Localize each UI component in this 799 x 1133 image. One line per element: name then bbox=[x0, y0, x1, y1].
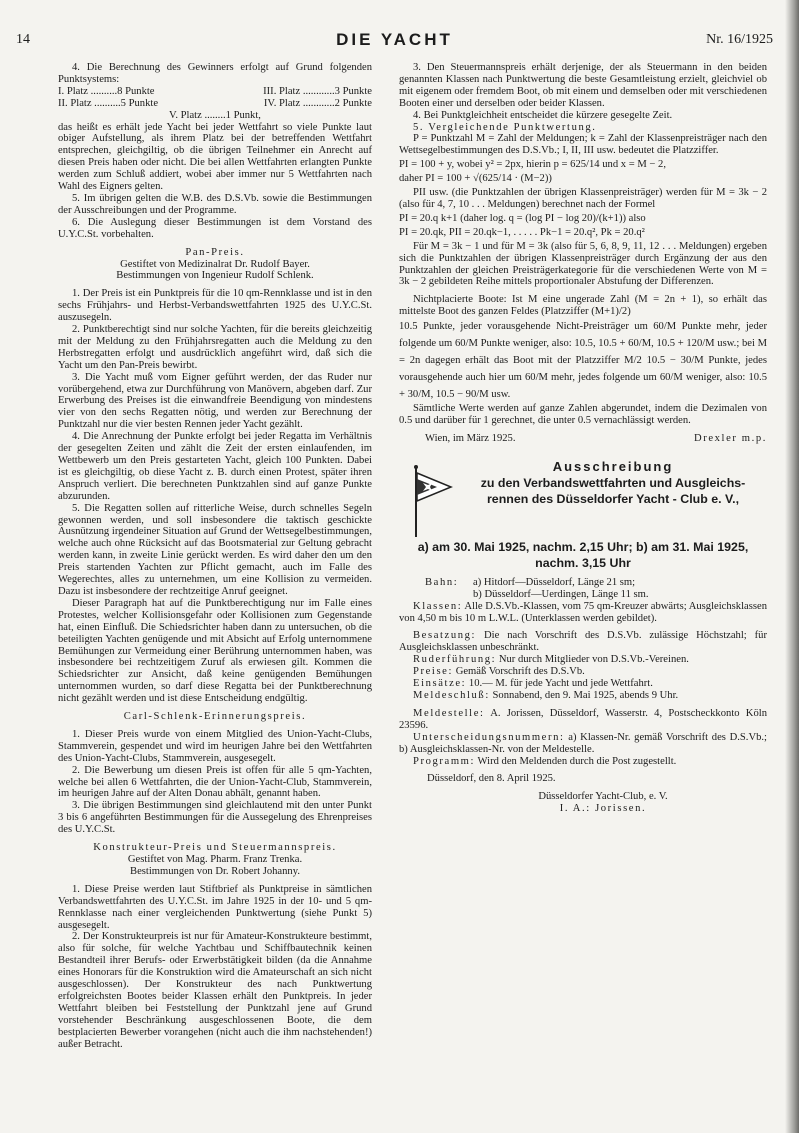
left-column bbox=[58, 62, 372, 1051]
paragraph: 10.5 Punkte, jeder vorausgehende Nicht-Preisträger um 60/M Punkte mehr, jeder folgende um 60/M Punkte weniger, also: 10.5, 10.5 + 60/M, 10.5 + 120/M usw.; bei M = 2n dagegen erhält das Boot mit der Platzziffer M/2 10.5 − 30/M Punkte, jedes vorausgehende auch hier um 60/M mehr, jedes folgende um 60/M weniger, also: 10.5 + 30/M, 10.5 − 90/M usw. bbox=[399, 321, 767, 401]
points-row bbox=[58, 98, 372, 110]
paragraph: 6. Die Auslegung dieser Bestimmungen ist dem Vorstand des U.Y.C.St. vorbehalten. bbox=[58, 216, 372, 240]
announcement-dates bbox=[399, 539, 767, 571]
field-key: Programm: bbox=[413, 755, 476, 767]
page-header bbox=[16, 32, 773, 52]
paragraph: 3. Die Yacht muß vom Eigner geführt werden, der das Ruder nur vorübergehend, etwa zur Durchführung von Manövern, abgeben darf. Zur Erwerbung des Preises ist die einwandfreie Beendigung von mindestens vier von den sechs Regatten nötig, und werden zur Berechnung der Punktzahl nur die vier besten Rennen jeder Yacht gezählt. bbox=[58, 371, 372, 431]
formula: PI = 20.q k+1 (daher log. q = (log PI − log 20)/(k+1)) also bbox=[399, 212, 646, 224]
field-row bbox=[399, 601, 767, 625]
paragraph: 1. Dieser Preis wurde von einem Mitglied des Union-Yacht-Clubs, Stammverein, gespendet und wird im heurigen Jahre bei den Wettfahrten des Union-Yacht-Clubs, Stammverein, ausgesegelt. bbox=[58, 728, 372, 764]
paragraph: 3. Die übrigen Bestimmungen sind gleichlautend mit den unter Punkt 3 bis 6 angeführten Bestimmungen für die Aussegelung des Ehrenpreises des U.Y.C.St. bbox=[58, 800, 372, 836]
points-entry: I. Platz ..........8 Punkte bbox=[58, 85, 155, 97]
field-key: Klassen: bbox=[413, 600, 463, 612]
field-value: Die nach Vorschrift des D.S.Vb. zulässige Höchstzahl; für Ausgleichsklassen unbeschränkt. bbox=[399, 630, 767, 654]
field-row bbox=[399, 654, 767, 666]
signature: Drexler m.p. bbox=[693, 432, 767, 444]
paragraph: Sämtliche Werte werden auf ganze Zahlen abgerundet, indem die Dezimalen von 0.5 und darüber für 1 gerechnet, die unter 0.5 vernachlässigt werden. bbox=[399, 403, 767, 427]
club-pennant-icon bbox=[413, 465, 453, 539]
paragraph: Nichtplacierte Boote: Ist M eine ungerade Zahl (M = 2n + 1), so erhält das mittelste Boot des ganzen Feldes (Platzziffer (M+1)/2) bbox=[399, 294, 767, 318]
club-signature: Düsseldorfer Yacht-Club, e. V. bbox=[538, 791, 668, 803]
paragraph: Dieser Paragraph hat auf die Punktberechtigung nur im Falle eines Protestes, welcher Kollisionsgefahr oder Kollisionen zum Gegenstande hat, einen Einfluß. Die Schiedsrichter haben dann zu untersuchen, ob die beteiligten Yachten genügende und mit Absicht auf Erfolg unternommene Bemühungen zur Vermeidung einer Berührung unternommen haben, was insbesondere bei rechtzeitigem Zuruf als erwiesen gilt. Kommen die Schiedsrichter zur Ansicht, daß keine genügenden Bemühungen unternommen wurden, so darf diese Regatta bei der Punktberechnung nicht gezählt werden und ist diese Entscheidung endgültig. bbox=[58, 597, 372, 705]
announcement-title-block bbox=[459, 459, 767, 507]
announcement-heading: Ausschreibung bbox=[552, 458, 674, 474]
field-value: Wird den Meldenden durch die Post zugestellt. bbox=[477, 755, 677, 767]
field-row bbox=[399, 708, 767, 732]
paragraph: 3. Den Steuermannspreis erhält derjenige, der als Steuermann in den beiden genannten Klassen nach Punktwertung die beste Gesamtleistung erzielt, gleichviel ob mit eigenem oder fremdem Boot, ob mit einem und demselben oder mit verschiedenen Booten einer und derselben oder beider Klassen. bbox=[399, 62, 767, 109]
points-entry: IV. Platz ............2 Punkte bbox=[263, 97, 372, 109]
field-key: Bahn: bbox=[425, 576, 459, 588]
paragraph: 2. Punktberechtigt sind nur solche Yachten, für die bereits gleichzeitig mit der Meldung zu den Frühjahrsregatten auch die Meldung zu den Herbstregatten erfolgt und ausdrücklich angeführt wird, daß sich die Yacht um den Pan-Preis bewirbt. bbox=[58, 324, 372, 371]
section-subtitle: Bestimmungen von Dr. Robert Johanny. bbox=[130, 865, 300, 877]
issue-number: Nr. 16/1925 bbox=[706, 32, 773, 47]
field-value: A. Jorissen, Düsseldorf, Wasserstr. 4, Postscheckkonto Köln 23596. bbox=[399, 707, 767, 731]
field-row bbox=[399, 732, 767, 756]
field-key: Meldeschluß: bbox=[413, 690, 490, 701]
field-row bbox=[399, 690, 767, 702]
race-course bbox=[399, 577, 767, 601]
paragraph: 1. Der Preis ist ein Punktpreis für die 10 qm-Rennklasse und ist in den sechs Frühjahrs- und Herbst-Verbandswettfahrten 1925 des U.Y.C.St. auszusegeln. bbox=[58, 288, 372, 324]
field-value: b) Düsseldorf—Uerdingen, Länge 11 sm. bbox=[473, 588, 649, 600]
formula: daher PI = 100 + √(625/14 · (M−2)) bbox=[399, 173, 552, 185]
field-key: Ruderführung: bbox=[413, 654, 497, 666]
formula: PI = 100 + y, wobei y² = 2px, hierin p = 625/14 und x = M − 2, bbox=[399, 159, 666, 171]
paragraph: 2. Der Konstrukteurpreis ist nur für Amateur-Konstrukteure bestimmt, also für solche, für welche Yachtbau und Schiffbautechnik keinen Bestandteil ihrer Berufs- oder Erwerbstätigkeit bilden (da die Annahme eines Honorars für die Konstruktion wird die Amateurschaft an sich nicht ausgeschlossen). Der Konstrukteur des nach Punktwertung erfolgreichsten Bootes beider Klassen erhält den Punktpreis. In jeder Wettfahrt bleiben bei Feststellung der Punktzahl jene auf Grund vorstehender Beschränkung ausgeschlossenen Boote, die dem bestplacierten Bewerber vorangehen (nicht auch die ihm nachstehenden!) außer Betracht. bbox=[58, 931, 372, 1050]
field-key: Besatzung: bbox=[413, 630, 477, 642]
section-title: Pan-Preis. bbox=[185, 246, 245, 258]
field-row bbox=[399, 678, 767, 690]
section-title: Carl-Schlenk-Erinnerungspreis. bbox=[123, 711, 307, 723]
section-subtitle: Gestiftet von Medizinalrat Dr. Rudolf Bayer. bbox=[120, 258, 310, 270]
paragraph: 1. Diese Preise werden laut Stiftbrief als Punktpreise in sämtlichen Verbandswettfahrten des U.Y.C.St. im Jahre 1925 in der 10- und 5 qm-Rennklasse nach einer vergleichenden Punktwertung (siehe Punkt 5) ausgesegelt. bbox=[58, 883, 372, 931]
field-key: Unterscheidungsnummern: bbox=[413, 731, 565, 743]
paragraph: PII usw. (die Punktzahlen der übrigen Klassenpreisträger) werden für M = 3k − 2 (also für 4, 7, 10 . . . Meldungen) berechnet nach der Formel bbox=[399, 187, 767, 210]
paragraph: 4. Bei Punktgleichheit entscheidet die kürzere gesegelte Zeit. bbox=[413, 109, 673, 121]
points-entry: II. Platz ..........5 Punkte bbox=[58, 97, 159, 109]
paragraph: 5. Im übrigen gelten die W.B. des D.S.Vb. sowie die Bestimmungen der Ausschreibungen und der Programme. bbox=[58, 192, 372, 216]
closing-date: Düsseldorf, den 8. April 1925. bbox=[427, 773, 556, 785]
announcement-header bbox=[399, 459, 767, 537]
paragraph: 5. Vergleichende Punktwertung. bbox=[413, 121, 597, 133]
section-title: Konstrukteur-Preis und Steuermannspreis. bbox=[93, 842, 337, 854]
field-value: Nur durch Mitglieder von D.S.Vb.-Vereinen. bbox=[498, 654, 689, 666]
field-value: Sonnabend, den 9. Mai 1925, abends 9 Uhr. bbox=[492, 690, 679, 701]
field-key: Einsätze: bbox=[413, 678, 467, 690]
paragraph: 4. Die Berechnung des Gewinners erfolgt auf Grund folgenden Punktsystems: bbox=[58, 62, 372, 85]
paragraph: das heißt es erhält jede Yacht bei jeder Wettfahrt so viele Punkte laut obiger Aufstellung, als ihrem Platz bei der betreffenden Wettfahrt entsprechen, gleichgiltig, ob die übrigen Teilnehmer ein Anrecht auf diesen Preis haben oder nicht. Die bei allen Wettfahrten erlangten Punkte werden zum Schluß addiert, wobei aber immer nur 5 Wettfahrten nach Wahl des Eigners gelten. bbox=[58, 121, 372, 193]
field-value: Gemäß Vorschrift des D.S.Vb. bbox=[455, 666, 585, 678]
points-row bbox=[58, 86, 372, 98]
paragraph: 4. Die Anrechnung der Punkte erfolgt bei jeder Regatta im Verhältnis der gesegelten Zeiten und zählt die Zeit der ersten einlaufenden, im Wettbewerb um den Preis gestarteten Yacht, gleich 100 Punkten. Dabei ist es gleichgiltig, ob diese Yacht z. B. durch einen Protest, später ihren Anspruch verliert. Die berechneten Punktzahlen sind auf ganze Punkte abzurunden. bbox=[58, 431, 372, 502]
page-number: 14 bbox=[16, 32, 30, 47]
points-entry: III. Platz ............3 Punkte bbox=[263, 85, 372, 97]
paragraph: P = Punktzahl M = Zahl der Meldungen; k = Zahl der Klassenpreisträger nach den Wettsegelbestimmungen des D.S.Vb.; I, II, III usw. bedeutet die Platzziffer. bbox=[399, 133, 767, 157]
section-subtitle: Bestimmungen von Ingenieur Rudolf Schlenk. bbox=[116, 270, 314, 282]
announcement-line: a) am 30. Mai 1925, nachm. 2,15 Uhr; b) am 31. Mai 1925, bbox=[417, 539, 749, 554]
formula: PI = 20.qk, PII = 20.qk−1, . . . . . Pk−1 = 20.q², Pk = 20.q² bbox=[399, 226, 645, 238]
section-subtitle: Gestiftet von Mag. Pharm. Franz Trenka. bbox=[127, 854, 303, 865]
right-column bbox=[399, 62, 767, 815]
field-value: a) Klassen-Nr. gemäß Vorschrift des D.S.Vb.; b) Ausgleichsklassen-Nr. von der Meldestelle. bbox=[399, 731, 767, 755]
field-key: Meldestelle: bbox=[413, 707, 485, 719]
announcement-line: rennen des Düsseldorfer Yacht - Club e. V., bbox=[486, 491, 740, 506]
field-row bbox=[399, 666, 767, 678]
field-value: 10.— M. für jede Yacht und jede Wettfahrt. bbox=[468, 678, 653, 690]
paragraph: 5. Die Regatten sollen auf ritterliche Weise, durch schnelles Segeln gewonnen werden, und soll insbesondere die taktisch geschickte Ausnützung irgendeiner Situation auf Grund der Wettsegelbestimmungen, welche auch ohne Rücksicht auf das Bootsmaterial zur Geltung gebracht werden kann, in zweite Linie gerückt werden. Es wird daher den um den Preis startenden Yachten zur Pflicht gemacht, auch im Falle des Wegerechtes, alles zu unternehmen, um eine Kollision zu vermeiden. Dazu ist insbesondere der rechtzeitige Anruf geeignet. bbox=[58, 502, 372, 597]
field-row bbox=[399, 756, 767, 768]
points-entry: V. Platz ........1 Punkt, bbox=[169, 109, 261, 121]
announcement-line: zu den Verbandswettfahrten und Ausgleichs- bbox=[480, 475, 746, 490]
journal-title: DIE YACHT bbox=[336, 30, 453, 49]
place-date: Wien, im März 1925. bbox=[425, 432, 516, 444]
announcement-line: nachm. 3,15 Uhr bbox=[535, 555, 631, 570]
paragraph: Für M = 3k − 1 und für M = 3k (also für 5, 6, 8, 9, 11, 12 . . . Meldungen) ergeben sich die Punktzahlen der übrigen Klassenpreisträger durch Ergänzung der aus den Punktzahlen der gleichen Preisträgerkategorie für die verschiedenen Werte von M = 3k − 2 gebildeten Reihe mittels proportionaler Abstufung der Differenzen. bbox=[399, 240, 767, 288]
field-key: Preise: bbox=[413, 666, 454, 678]
field-row bbox=[399, 630, 767, 654]
paragraph: 2. Die Bewerbung um diesen Preis ist offen für alle 5 qm-Yachten, welche bei allen 6 Wettfahrten, die der Union-Yacht-Club, Stammverein, im heurigen Jahre auf der Alten Donau abhält, genannt haben. bbox=[58, 764, 372, 800]
signatory: I. A.: Jorissen. bbox=[559, 803, 647, 815]
field-value: Alle D.S.Vb.-Klassen, vom 75 qm-Kreuzer abwärts; Ausgleichsklassen von 4,50 m bis 10 m L.W.L. (Unterklassen werden gebildet). bbox=[399, 600, 767, 624]
page-edge-shadow bbox=[785, 0, 799, 1133]
field-value: a) Hitdorf—Düsseldorf, Länge 21 sm; bbox=[473, 576, 636, 588]
signature-line bbox=[399, 433, 767, 445]
